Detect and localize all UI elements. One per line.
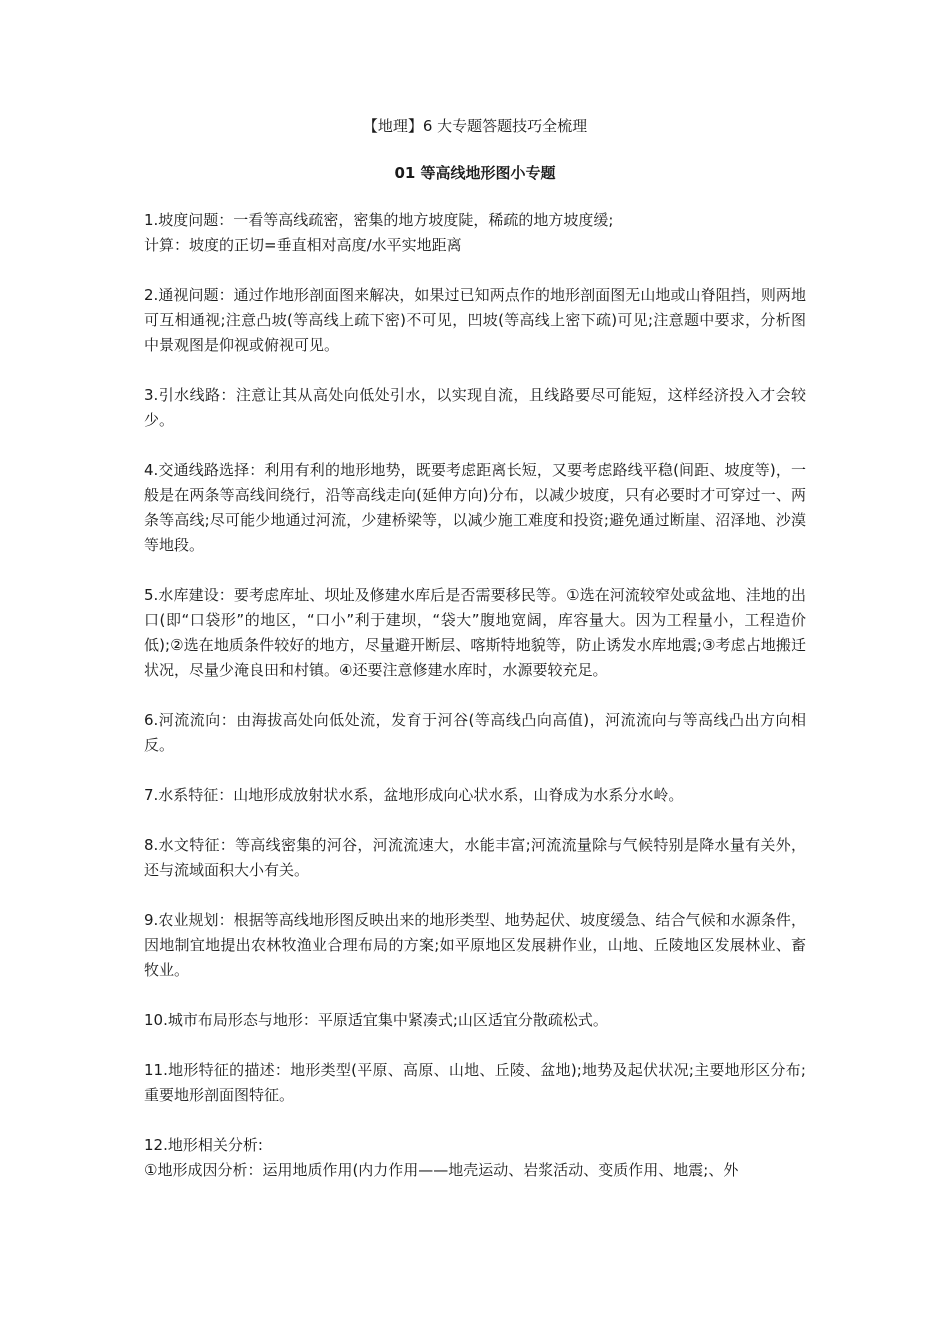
paragraph-river-flow: 6.河流流向：由海拔高处向低处流，发育于河谷(等高线凸向高值)，河流流向与等高线凸出方向相反。	[144, 711, 806, 754]
paragraph-line: 1.坡度问题：一看等高线疏密，密集的地方坡度陡，稀疏的地方坡度缓;	[144, 211, 614, 229]
paragraph-drainage-pattern: 7.水系特征：山地形成放射状水系，盆地形成向心状水系，山脊成为水系分水岭。	[144, 786, 684, 804]
paragraph-line: 计算：坡度的正切=垂直相对高度/水平实地距离	[144, 236, 462, 254]
paragraph-reservoir: 5.水库建设：要考虑库址、坝址及修建水库后是否需要移民等。①选在河流较窄处或盆地、洼地的出口(即“口袋形”的地区，“口小”利于建坝，“袋大”腹地宽阔，库容量大。因为工程量小，工程造价低);②选在地质条件较好的地方，尽量避开断层、喀斯特地貌等，防止诱发水库地震;③考虑占地搬迁状况，尽量少淹良田和村镇。④还要注意修建水库时，水源要较充足。	[144, 586, 806, 679]
paragraph-hydrology: 8.水文特征：等高线密集的河谷，河流流速大，水能丰富;河流流量除与气候特别是降水量有关外，还与流域面积大小有关。	[144, 836, 806, 879]
paragraph-terrain-features: 11.地形特征的描述：地形类型(平原、高原、山地、丘陵、盆地);地势及起伏状况;主要地形区分布;重要地形剖面图特征。	[144, 1061, 806, 1104]
document-title: 【地理】6 大专题答题技巧全梳理	[362, 117, 588, 135]
paragraph-traffic-route: 4.交通线路选择：利用有利的地形地势，既要考虑距离长短，又要考虑路线平稳(间距、坡度等)，一般是在两条等高线间绕行，沿等高线走向(延伸方向)分布，以减少坡度，只有必要时才可穿过一、两条等高线;尽可能少地通过河流，少建桥梁等，以减少施工难度和投资;避免通过断崖、沼泽地、沙漠等地段。	[144, 461, 806, 554]
section-title: 01 等高线地形图小专题	[394, 164, 556, 182]
paragraph-line: 12.地形相关分析:	[144, 1136, 263, 1154]
paragraph-visibility: 2.通视问题：通过作地形剖面图来解决，如果过已知两点作的地形剖面图无山地或山脊阻挡，则两地可互相通视;注意凸坡(等高线上疏下密)不可见，凹坡(等高线上密下疏)可见;注意题中要求，分析图中景观图是仰视或俯视可见。	[144, 286, 806, 354]
paragraph-line: ①地形成因分析：运用地质作用(内力作用——地壳运动、岩浆活动、变质作用、地震;、外	[144, 1161, 739, 1179]
paragraph-water-diversion: 3.引水线路：注意让其从高处向低处引水，以实现自流，且线路要尽可能短，这样经济投入才会较少。	[144, 386, 806, 429]
paragraph-city-layout: 10.城市布局形态与地形：平原适宜集中紧凑式;山区适宜分散疏松式。	[144, 1011, 608, 1029]
paragraph-slope	[144, 208, 806, 258]
paragraph-agriculture: 9.农业规划：根据等高线地形图反映出来的地形类型、地势起伏、坡度缓急、结合气候和水源条件，因地制宜地提出农林牧渔业合理布局的方案;如平原地区发展耕作业，山地、丘陵地区发展林业、畜牧业。	[144, 911, 806, 979]
paragraph-terrain-analysis	[144, 1133, 806, 1183]
